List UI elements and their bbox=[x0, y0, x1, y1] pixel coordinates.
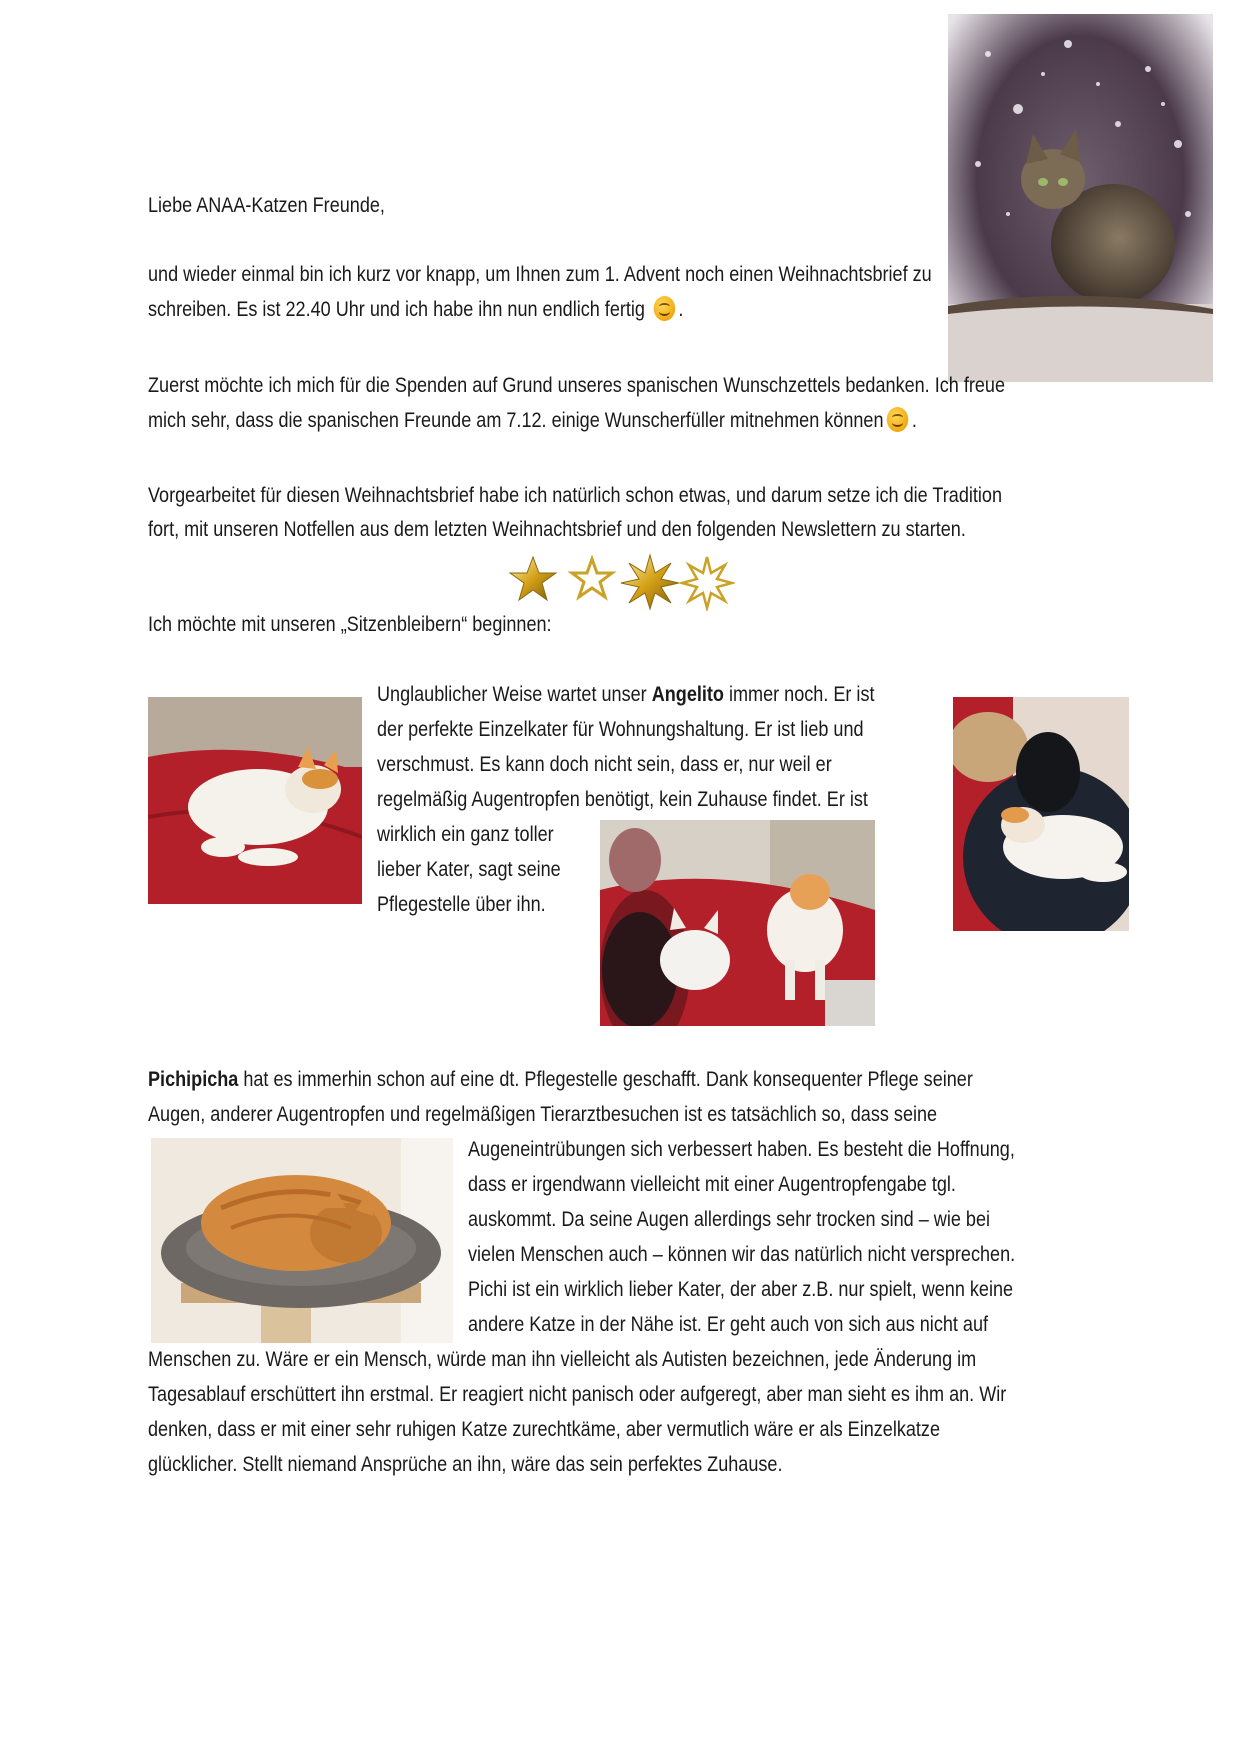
intro-line: Ich möchte mit unseren „Sitzenbleibern“ beginnen: bbox=[148, 613, 552, 636]
pichipicha-line-1: Pichipicha hat es immerhin schon auf eine dt. Pflegestelle geschafft. Dank konsequenter Pflege seiner bbox=[148, 1068, 973, 1091]
angelito-line-3: verschmust. Es kann doch nicht sein, dass er, nur weil er bbox=[377, 753, 832, 776]
pichipicha-line-5: auskommt. Da seine Augen allerdings sehr trocken sind – wie bei bbox=[468, 1208, 991, 1231]
starburst-outline-icon bbox=[682, 557, 732, 608]
pichipicha-line-7: Pichi ist ein wirklich lieber Kater, der aber z.B. nur spielt, wenn keine bbox=[468, 1278, 1014, 1301]
decorative-stars bbox=[505, 551, 735, 611]
angelito-photo-3 bbox=[953, 697, 1129, 931]
pichipicha-photo bbox=[151, 1138, 453, 1343]
angelito-line-1: Unglaublicher Weise wartet unser Angelito immer noch. Er ist bbox=[377, 683, 875, 706]
starburst-icon bbox=[621, 555, 679, 609]
angelito-photo-2 bbox=[600, 820, 875, 1026]
pichipicha-line-2: Augen, anderer Augentropfen und regelmäßigen Tierarztbesuchen ist es tatsächlich so, dass seine bbox=[148, 1103, 938, 1126]
p3-line-1: Vorgearbeitet für diesen Weihnachtsbrief habe ich natürlich schon etwas, und darum setze ich die Tradition bbox=[148, 484, 1003, 507]
pichipicha-line-3: Augeneintrübungen sich verbessert haben. Es besteht die Hoffnung, bbox=[468, 1138, 1015, 1161]
star-outline-icon bbox=[572, 559, 612, 597]
pichipicha-line-9: Menschen zu. Wäre er ein Mensch, würde man ihn vielleicht als Autisten bezeichnen, jede Änderung im bbox=[148, 1348, 977, 1371]
angelito-line-6: lieber Kater, sagt seine bbox=[377, 858, 561, 881]
angelito-line-4: regelmäßig Augentropfen benötigt, kein Zuhause findet. Er ist bbox=[377, 788, 868, 811]
star-icon bbox=[510, 557, 556, 600]
p1-line-2: schreiben. Es ist 22.40 Uhr und ich habe ihn nun endlich fertig . bbox=[148, 298, 684, 321]
pichipicha-line-11: denken, dass er mit einer sehr ruhigen Katze zurechtkäme, aber vermutlich wäre er als Einzelkatze bbox=[148, 1418, 941, 1441]
angelito-line-7: Pflegestelle über ihn. bbox=[377, 893, 546, 916]
angelito-name: Angelito bbox=[651, 683, 724, 706]
angelito-line-5: wirklich ein ganz toller bbox=[377, 823, 554, 846]
p2-line-1: Zuerst möchte ich mich für die Spenden auf Grund unseres spanischen Wunschzettels bedanken. Ich freue bbox=[148, 374, 1006, 397]
header-cat-image bbox=[948, 14, 1213, 382]
p3-line-2: fort, mit unseren Notfellen aus dem letzten Weihnachtsbrief und den folgenden Newslettern zu starten. bbox=[148, 518, 966, 541]
pichipicha-line-8: andere Katze in der Nähe ist. Er geht auch von sich aus nicht auf bbox=[468, 1313, 989, 1336]
pichipicha-line-6: vielen Menschen auch – können wir das natürlich nicht versprechen. bbox=[468, 1243, 1016, 1266]
smiley-icon bbox=[887, 407, 909, 432]
p1-line-1: und wieder einmal bin ich kurz vor knapp, um Ihnen zum 1. Advent noch einen Weihnachtsbrief zu bbox=[148, 263, 932, 286]
pichipicha-line-4: dass er irgendwann vielleicht mit einer Augentropfengabe tgl. bbox=[468, 1173, 956, 1196]
p2-line-2: mich sehr, dass die spanischen Freunde am 7.12. einige Wunscherfüller mitnehmen können . bbox=[148, 409, 917, 432]
greeting: Liebe ANAA-Katzen Freunde, bbox=[148, 194, 385, 217]
pichipicha-name: Pichipicha bbox=[148, 1068, 239, 1091]
smiley-icon bbox=[653, 296, 675, 321]
angelito-line-2: der perfekte Einzelkater für Wohnungshaltung. Er ist lieb und bbox=[377, 718, 864, 741]
angelito-photo-1 bbox=[148, 697, 362, 904]
pichipicha-line-12: glücklicher. Stellt niemand Ansprüche an ihn, wäre das sein perfektes Zuhause. bbox=[148, 1453, 783, 1476]
pichipicha-line-10: Tagesablauf erschüttert ihn erstmal. Er reagiert nicht panisch oder aufgeregt, aber man sieht es ihm an. Wir bbox=[148, 1383, 1007, 1406]
